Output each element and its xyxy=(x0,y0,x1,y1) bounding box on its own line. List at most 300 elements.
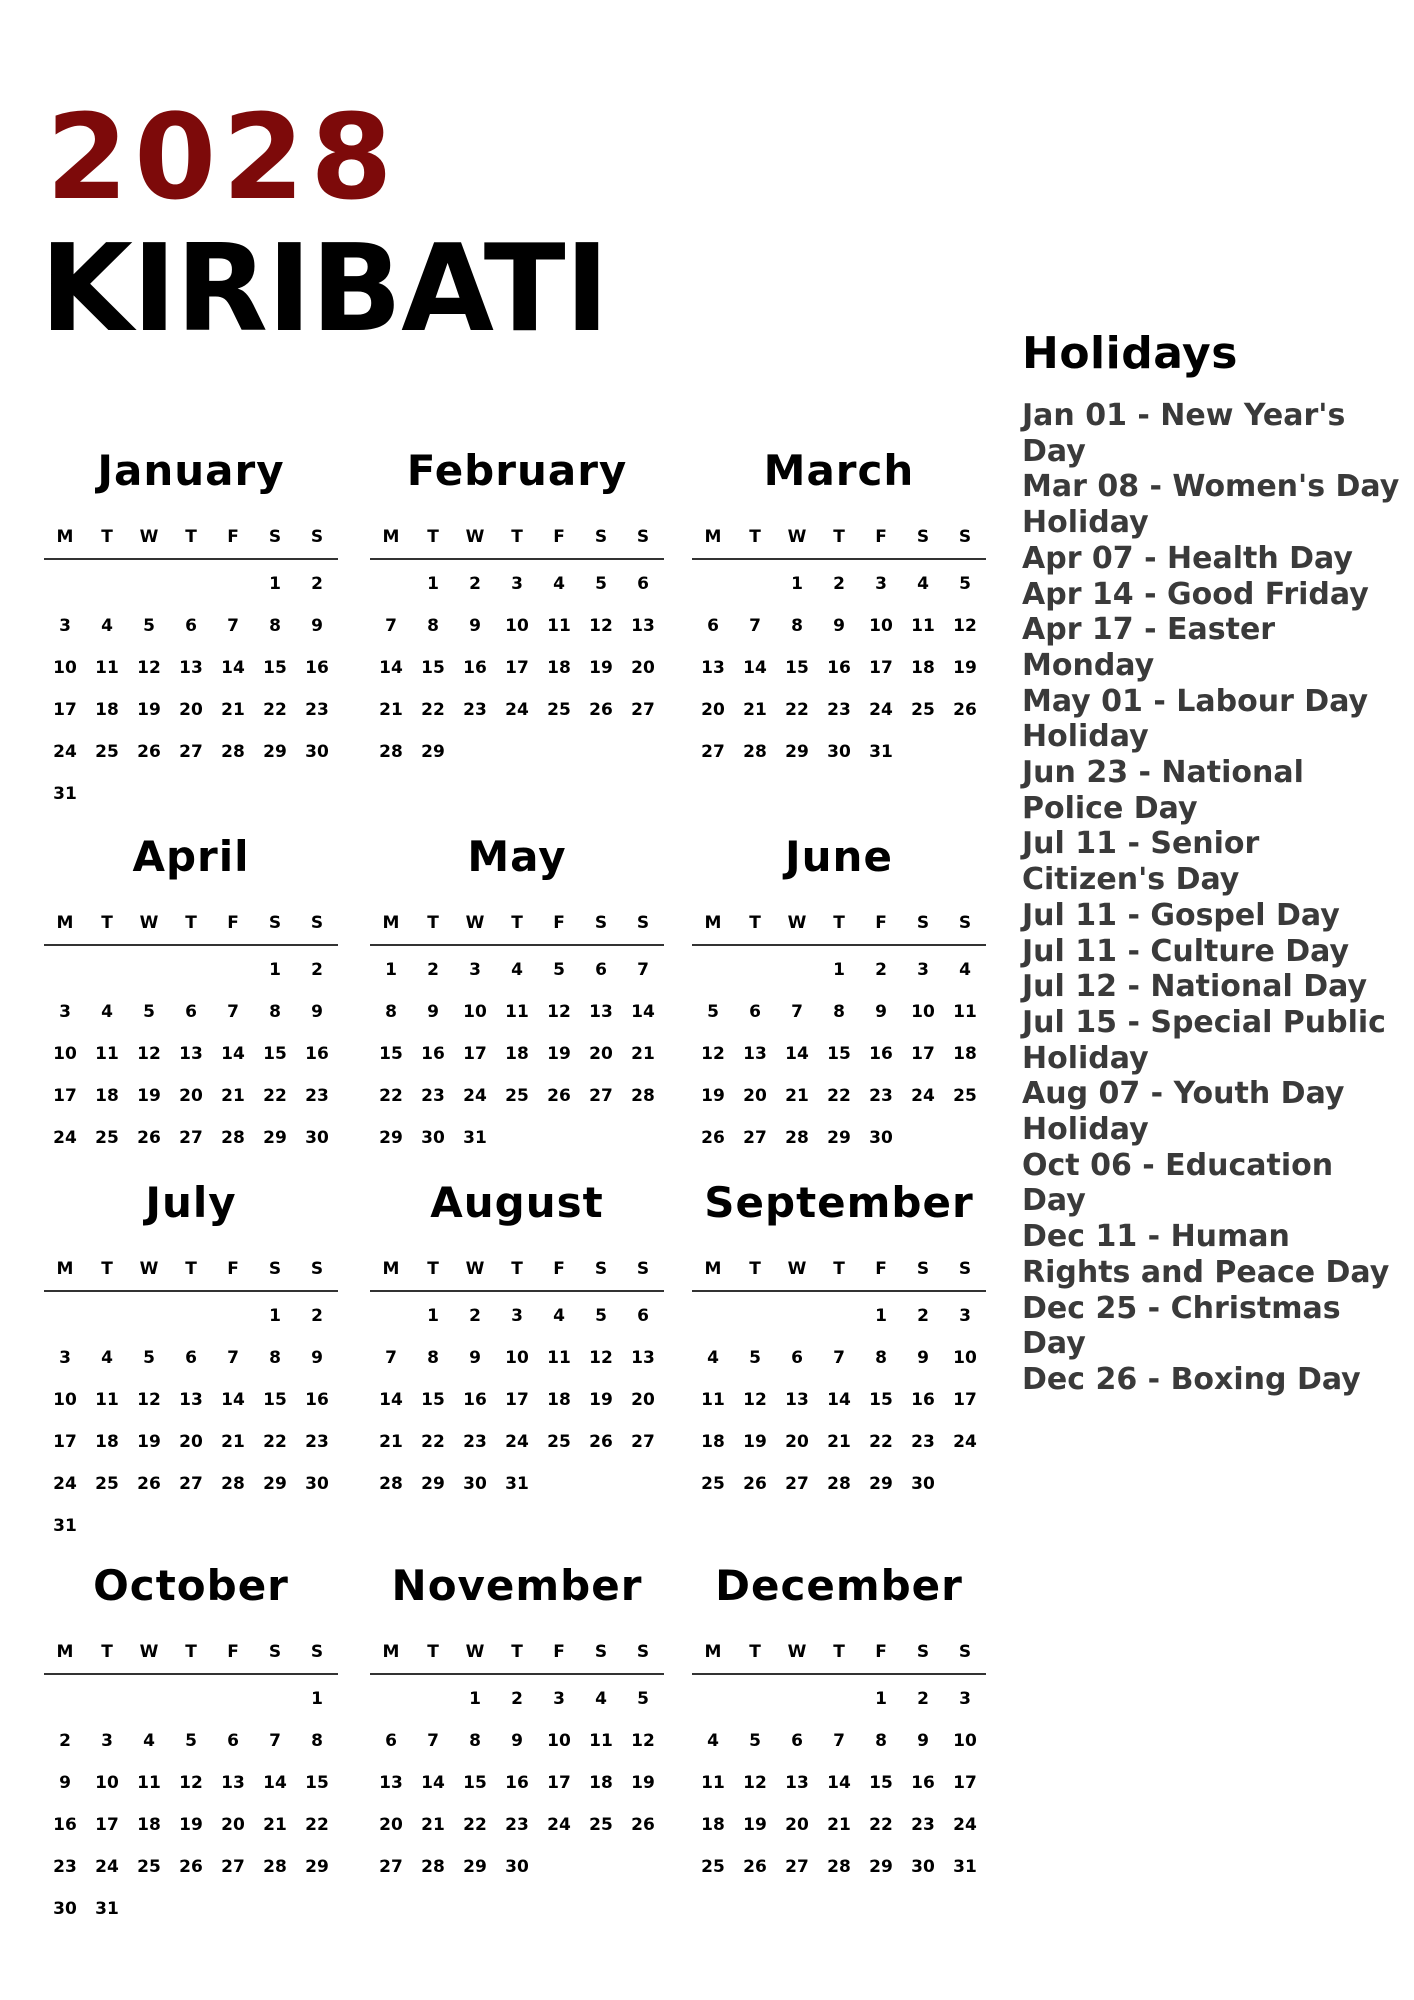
weekday-label: F xyxy=(553,527,565,547)
day-cell: 18 xyxy=(701,1432,725,1452)
weekday-label: W xyxy=(465,527,485,547)
weekday-label: T xyxy=(101,527,113,547)
country-title: KIRIBATI xyxy=(40,220,609,359)
day-cell: 7 xyxy=(269,1731,281,1751)
day-cell: 17 xyxy=(53,700,77,720)
day-cell: 1 xyxy=(427,574,439,594)
day-cell: 11 xyxy=(95,658,119,678)
holiday-item: Apr 07 - Health Day xyxy=(1022,540,1353,576)
weekday-label: S xyxy=(958,1259,972,1279)
day-cell: 30 xyxy=(53,1899,77,1919)
weekday-label: T xyxy=(833,527,845,547)
day-cell: 22 xyxy=(379,1086,403,1106)
day-cell: 27 xyxy=(589,1086,613,1106)
day-cell: 8 xyxy=(427,616,439,636)
day-cell: 21 xyxy=(743,700,767,720)
day-cell: 12 xyxy=(953,616,977,636)
month-name: March xyxy=(763,446,915,495)
day-cell: 12 xyxy=(137,1044,161,1064)
day-cell: 26 xyxy=(179,1857,203,1877)
day-cell: 2 xyxy=(59,1731,71,1751)
day-cell: 10 xyxy=(505,616,529,636)
day-cell: 19 xyxy=(589,1390,613,1410)
weekday-label: T xyxy=(185,1259,197,1279)
day-cell: 7 xyxy=(385,616,397,636)
day-cell: 2 xyxy=(917,1689,929,1709)
month-name: June xyxy=(785,832,893,881)
day-cell: 1 xyxy=(427,1306,439,1326)
day-cell: 24 xyxy=(53,742,77,762)
day-cell: 21 xyxy=(379,1432,403,1452)
day-cell: 11 xyxy=(911,616,935,636)
day-cell: 14 xyxy=(221,1390,245,1410)
day-cell: 22 xyxy=(869,1815,893,1835)
weekday-label: S xyxy=(636,913,650,933)
weekday-label: M xyxy=(382,913,400,933)
day-cell: 16 xyxy=(505,1773,529,1793)
weekday-header xyxy=(44,913,338,933)
day-cell: 30 xyxy=(505,1857,529,1877)
day-cell: 11 xyxy=(953,1002,977,1022)
day-cell: 16 xyxy=(305,1044,329,1064)
day-cell: 26 xyxy=(589,1432,613,1452)
day-cell: 5 xyxy=(595,574,607,594)
day-cell: 9 xyxy=(59,1773,71,1793)
day-cell: 16 xyxy=(463,658,487,678)
day-cell: 19 xyxy=(631,1773,655,1793)
day-cell: 30 xyxy=(305,742,329,762)
day-cell: 5 xyxy=(553,960,565,980)
day-cell: 27 xyxy=(785,1474,809,1494)
day-cell: 25 xyxy=(701,1857,725,1877)
day-cell: 27 xyxy=(179,1128,203,1148)
day-cell: 6 xyxy=(791,1348,803,1368)
month-name: February xyxy=(406,446,628,495)
day-cell: 14 xyxy=(263,1773,287,1793)
day-cell: 22 xyxy=(869,1432,893,1452)
day-cell: 24 xyxy=(505,1432,529,1452)
day-cell: 19 xyxy=(589,658,613,678)
day-cell: 8 xyxy=(311,1731,323,1751)
day-cell: 16 xyxy=(911,1773,935,1793)
weekday-label: T xyxy=(185,913,197,933)
weekday-label: M xyxy=(56,1642,74,1662)
day-cell: 30 xyxy=(911,1474,935,1494)
day-cell: 24 xyxy=(505,700,529,720)
day-cell: 8 xyxy=(385,1002,397,1022)
day-cell: 22 xyxy=(263,700,287,720)
day-cell: 6 xyxy=(185,1002,197,1022)
day-cell: 17 xyxy=(911,1044,935,1064)
holiday-item: Apr 17 - Easter Monday xyxy=(1022,612,1276,683)
day-cell: 6 xyxy=(185,616,197,636)
month-divider xyxy=(370,944,664,946)
day-cell: 24 xyxy=(953,1815,977,1835)
day-cell: 10 xyxy=(95,1773,119,1793)
year-title: 2028 xyxy=(46,88,399,226)
day-cell: 9 xyxy=(311,1348,323,1368)
weekday-label: T xyxy=(185,527,197,547)
day-cell: 25 xyxy=(95,742,119,762)
day-cell: 5 xyxy=(143,1002,155,1022)
weekday-label: W xyxy=(465,1642,485,1662)
day-cell: 14 xyxy=(827,1773,851,1793)
day-cell: 25 xyxy=(547,1432,571,1452)
month-name: January xyxy=(97,446,285,495)
day-cell: 2 xyxy=(311,960,323,980)
day-cell: 24 xyxy=(95,1857,119,1877)
day-cell: 26 xyxy=(589,700,613,720)
day-cell: 12 xyxy=(743,1773,767,1793)
day-cell: 10 xyxy=(953,1348,977,1368)
day-cell: 15 xyxy=(421,658,445,678)
holiday-item: May 01 - Labour Day Holiday xyxy=(1022,683,1369,755)
weekday-label: T xyxy=(749,527,761,547)
day-cell: 12 xyxy=(137,1390,161,1410)
day-cell: 17 xyxy=(53,1086,77,1106)
day-cell: 31 xyxy=(505,1474,529,1494)
day-cell: 16 xyxy=(911,1390,935,1410)
month-divider xyxy=(370,1673,664,1675)
month-name: April xyxy=(132,832,250,881)
day-cell: 16 xyxy=(305,1390,329,1410)
day-cell: 10 xyxy=(53,658,77,678)
day-cell: 23 xyxy=(53,1857,77,1877)
day-cell: 24 xyxy=(911,1086,935,1106)
day-cell: 8 xyxy=(269,1002,281,1022)
weekday-label: T xyxy=(749,1259,761,1279)
weekday-label: T xyxy=(427,1259,439,1279)
day-cell: 17 xyxy=(953,1390,977,1410)
weekday-label: W xyxy=(139,1642,159,1662)
weekday-label: S xyxy=(268,527,282,547)
day-cell: 27 xyxy=(701,742,725,762)
day-cell: 5 xyxy=(143,616,155,636)
holiday-item: Jan 01 - New Year's Day xyxy=(1022,398,1346,469)
day-cell: 29 xyxy=(869,1474,893,1494)
day-cell: 27 xyxy=(631,1432,655,1452)
day-cell: 13 xyxy=(179,658,203,678)
holiday-item: Dec 25 - Christmas Day xyxy=(1022,1290,1341,1362)
weekday-label: T xyxy=(833,1259,845,1279)
weekday-label: S xyxy=(310,1259,324,1279)
weekday-label: W xyxy=(787,913,807,933)
day-cell: 7 xyxy=(227,1002,239,1022)
weekday-label: W xyxy=(787,527,807,547)
day-cell: 6 xyxy=(385,1731,397,1751)
day-cell: 28 xyxy=(221,1128,245,1148)
day-cell: 29 xyxy=(263,742,287,762)
day-cell: 21 xyxy=(827,1815,851,1835)
holidays-panel xyxy=(1022,328,1402,1398)
day-cell: 18 xyxy=(95,1086,119,1106)
day-cell: 5 xyxy=(749,1731,761,1751)
day-cell: 23 xyxy=(827,700,851,720)
weekday-label: F xyxy=(553,1259,565,1279)
day-cell: 22 xyxy=(421,700,445,720)
day-cell: 20 xyxy=(785,1815,809,1835)
day-cell: 13 xyxy=(221,1773,245,1793)
day-cell: 28 xyxy=(827,1857,851,1877)
weekday-label: M xyxy=(382,527,400,547)
day-cell: 11 xyxy=(701,1773,725,1793)
day-cell: 3 xyxy=(59,616,71,636)
holiday-item: Jul 11 - Gospel Day xyxy=(1022,897,1340,933)
day-cell: 8 xyxy=(427,1348,439,1368)
weekday-header xyxy=(370,1642,664,1662)
day-cell: 17 xyxy=(505,658,529,678)
day-cell: 16 xyxy=(869,1044,893,1064)
holiday-item: Dec 26 - Boxing Day xyxy=(1022,1361,1361,1397)
day-cell: 26 xyxy=(701,1128,725,1148)
day-cell: 26 xyxy=(743,1474,767,1494)
day-cell: 29 xyxy=(869,1857,893,1877)
month-name: August xyxy=(430,1178,604,1227)
day-cell: 28 xyxy=(827,1474,851,1494)
day-cell: 3 xyxy=(511,574,523,594)
day-cell: 19 xyxy=(547,1044,571,1064)
day-cell: 12 xyxy=(137,658,161,678)
day-cell: 12 xyxy=(743,1390,767,1410)
day-cell: 24 xyxy=(547,1815,571,1835)
day-cell: 30 xyxy=(869,1128,893,1148)
weekday-header xyxy=(370,527,664,547)
day-cell: 8 xyxy=(833,1002,845,1022)
day-cell: 6 xyxy=(749,1002,761,1022)
weekday-label: T xyxy=(511,1259,523,1279)
day-cell: 18 xyxy=(137,1815,161,1835)
day-cell: 14 xyxy=(631,1002,655,1022)
weekday-label: W xyxy=(139,527,159,547)
day-cell: 3 xyxy=(101,1731,113,1751)
day-cell: 23 xyxy=(869,1086,893,1106)
day-cell: 30 xyxy=(827,742,851,762)
weekday-label: F xyxy=(227,913,239,933)
weekday-label: M xyxy=(704,1259,722,1279)
weekday-label: M xyxy=(382,1642,400,1662)
day-cell: 7 xyxy=(227,616,239,636)
weekday-label: S xyxy=(268,1259,282,1279)
day-cell: 9 xyxy=(469,1348,481,1368)
day-cell: 8 xyxy=(875,1731,887,1751)
day-cell: 19 xyxy=(743,1432,767,1452)
day-cell: 6 xyxy=(637,1306,649,1326)
month-name: September xyxy=(704,1178,974,1227)
day-cell: 25 xyxy=(953,1086,977,1106)
weekday-label: M xyxy=(56,527,74,547)
weekday-label: T xyxy=(749,913,761,933)
day-cell: 3 xyxy=(875,574,887,594)
day-cell: 12 xyxy=(547,1002,571,1022)
day-cell: 18 xyxy=(547,658,571,678)
day-cell: 11 xyxy=(547,1348,571,1368)
holiday-item: Jul 15 - Special Public Holiday xyxy=(1022,1004,1386,1076)
day-cell: 14 xyxy=(221,1044,245,1064)
day-cell: 27 xyxy=(379,1857,403,1877)
day-cell: 31 xyxy=(95,1899,119,1919)
weekday-label: F xyxy=(553,913,565,933)
weekday-header xyxy=(44,1259,338,1279)
day-cell: 11 xyxy=(547,616,571,636)
day-cell: 27 xyxy=(743,1128,767,1148)
day-cell: 30 xyxy=(305,1474,329,1494)
day-cell: 22 xyxy=(305,1815,329,1835)
day-cell: 12 xyxy=(589,616,613,636)
weekday-label: F xyxy=(227,527,239,547)
day-cell: 13 xyxy=(785,1773,809,1793)
weekday-label: S xyxy=(916,913,930,933)
weekday-label: W xyxy=(787,1642,807,1662)
day-cell: 2 xyxy=(511,1689,523,1709)
day-cell: 13 xyxy=(701,658,725,678)
weekday-label: T xyxy=(833,913,845,933)
day-cell: 28 xyxy=(221,742,245,762)
weekday-label: F xyxy=(553,1642,565,1662)
day-cell: 25 xyxy=(95,1474,119,1494)
day-cell: 24 xyxy=(869,700,893,720)
day-cell: 14 xyxy=(785,1044,809,1064)
day-cell: 25 xyxy=(95,1128,119,1148)
day-cell: 29 xyxy=(421,1474,445,1494)
holiday-item: Jul 11 - Culture Day xyxy=(1022,933,1350,969)
day-cell: 24 xyxy=(53,1128,77,1148)
day-cell: 7 xyxy=(833,1348,845,1368)
day-cell: 21 xyxy=(785,1086,809,1106)
day-cell: 4 xyxy=(707,1348,719,1368)
day-cell: 3 xyxy=(959,1306,971,1326)
day-cell: 26 xyxy=(137,1128,161,1148)
day-cell: 28 xyxy=(379,742,403,762)
day-cell: 9 xyxy=(875,1002,887,1022)
day-cell: 22 xyxy=(827,1086,851,1106)
weekday-label: S xyxy=(916,527,930,547)
day-cell: 29 xyxy=(379,1128,403,1148)
day-cell: 8 xyxy=(791,616,803,636)
month-divider xyxy=(44,1290,338,1292)
day-cell: 28 xyxy=(263,1857,287,1877)
day-cell: 19 xyxy=(179,1815,203,1835)
weekday-label: T xyxy=(101,913,113,933)
day-cell: 4 xyxy=(707,1731,719,1751)
day-cell: 13 xyxy=(179,1044,203,1064)
day-cell: 8 xyxy=(875,1348,887,1368)
day-cell: 8 xyxy=(269,616,281,636)
day-cell: 26 xyxy=(137,1474,161,1494)
day-cell: 1 xyxy=(833,960,845,980)
weekday-label: F xyxy=(227,1259,239,1279)
day-cell: 16 xyxy=(53,1815,77,1835)
day-cell: 1 xyxy=(269,574,281,594)
day-cell: 15 xyxy=(869,1773,893,1793)
day-cell: 1 xyxy=(875,1306,887,1326)
day-cell: 5 xyxy=(595,1306,607,1326)
day-cell: 20 xyxy=(179,1086,203,1106)
day-cell: 18 xyxy=(95,700,119,720)
day-cell: 3 xyxy=(917,960,929,980)
day-cell: 3 xyxy=(511,1306,523,1326)
day-cell: 21 xyxy=(263,1815,287,1835)
day-cell: 31 xyxy=(463,1128,487,1148)
day-cell: 2 xyxy=(311,574,323,594)
day-cell: 24 xyxy=(953,1432,977,1452)
day-cell: 16 xyxy=(827,658,851,678)
day-cell: 5 xyxy=(143,1348,155,1368)
day-cell: 19 xyxy=(743,1815,767,1835)
day-cell: 3 xyxy=(59,1002,71,1022)
day-cell: 21 xyxy=(631,1044,655,1064)
weekday-label: S xyxy=(268,913,282,933)
day-cell: 26 xyxy=(547,1086,571,1106)
day-cell: 20 xyxy=(785,1432,809,1452)
day-cell: 18 xyxy=(505,1044,529,1064)
day-cell: 25 xyxy=(589,1815,613,1835)
weekday-header xyxy=(692,1259,986,1279)
weekday-label: S xyxy=(958,1642,972,1662)
day-cell: 4 xyxy=(511,960,523,980)
day-cell: 15 xyxy=(421,1390,445,1410)
weekday-label: T xyxy=(511,913,523,933)
day-cell: 15 xyxy=(869,1390,893,1410)
day-cell: 25 xyxy=(505,1086,529,1106)
weekday-label: F xyxy=(875,913,887,933)
day-cell: 23 xyxy=(421,1086,445,1106)
day-cell: 15 xyxy=(263,1390,287,1410)
day-cell: 31 xyxy=(953,1857,977,1877)
day-cell: 20 xyxy=(589,1044,613,1064)
day-cell: 22 xyxy=(785,700,809,720)
weekday-header xyxy=(370,913,664,933)
day-cell: 10 xyxy=(953,1731,977,1751)
day-cell: 20 xyxy=(179,1432,203,1452)
day-cell: 13 xyxy=(743,1044,767,1064)
weekday-label: S xyxy=(958,527,972,547)
day-cell: 28 xyxy=(631,1086,655,1106)
weekday-header xyxy=(44,527,338,547)
day-cell: 27 xyxy=(631,700,655,720)
day-cell: 20 xyxy=(379,1815,403,1835)
weekday-label: M xyxy=(704,527,722,547)
day-cell: 28 xyxy=(743,742,767,762)
day-cell: 9 xyxy=(311,1002,323,1022)
weekday-header xyxy=(692,913,986,933)
day-cell: 2 xyxy=(469,1306,481,1326)
day-cell: 21 xyxy=(379,700,403,720)
day-cell: 15 xyxy=(827,1044,851,1064)
day-cell: 7 xyxy=(637,960,649,980)
weekday-label: M xyxy=(704,913,722,933)
day-cell: 24 xyxy=(463,1086,487,1106)
day-cell: 10 xyxy=(505,1348,529,1368)
day-cell: 25 xyxy=(137,1857,161,1877)
weekday-label: T xyxy=(427,527,439,547)
day-cell: 3 xyxy=(959,1689,971,1709)
holiday-item: Mar 08 - Women's Day Holiday xyxy=(1022,469,1400,541)
weekday-label: T xyxy=(185,1642,197,1662)
weekday-label: S xyxy=(594,913,608,933)
day-cell: 9 xyxy=(427,1002,439,1022)
day-cell: 14 xyxy=(379,1390,403,1410)
holiday-item: Dec 11 - Human Rights and Peace Day xyxy=(1022,1219,1390,1290)
day-cell: 14 xyxy=(743,658,767,678)
day-cell: 17 xyxy=(869,658,893,678)
day-cell: 24 xyxy=(53,1474,77,1494)
day-cell: 3 xyxy=(553,1689,565,1709)
day-cell: 15 xyxy=(263,1044,287,1064)
weekday-label: W xyxy=(139,1259,159,1279)
month-name: December xyxy=(715,1561,963,1610)
day-cell: 29 xyxy=(785,742,809,762)
day-cell: 28 xyxy=(379,1474,403,1494)
